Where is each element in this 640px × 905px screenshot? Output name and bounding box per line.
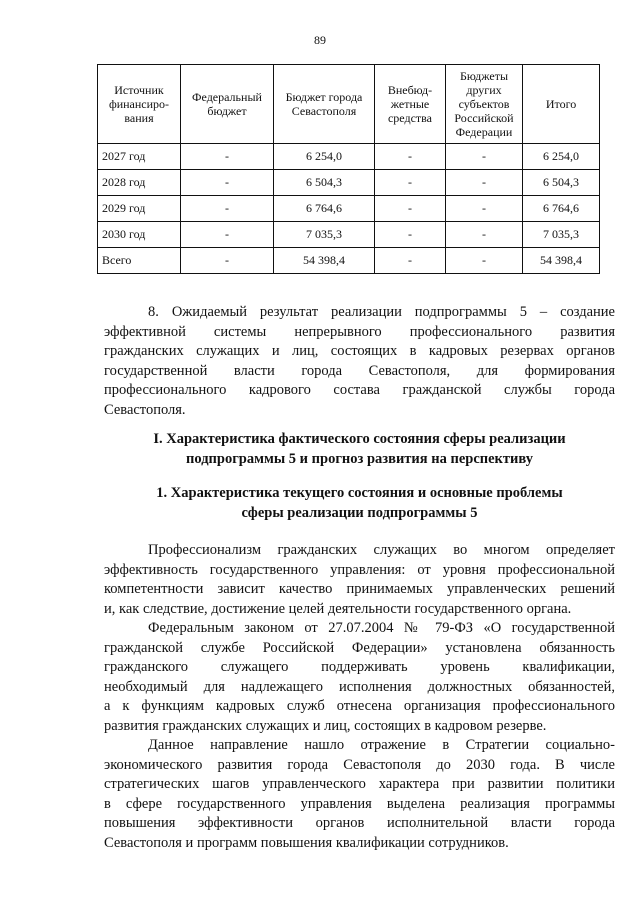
cell-city: 6 504,3 [274,170,375,196]
cell-year: 2029 год [98,196,181,222]
cell-total: 54 398,4 [523,248,600,274]
table-header-row [98,65,600,144]
text-line: Севастополя. [104,401,186,418]
cell-city: 7 035,3 [274,222,375,248]
cell-total: 6 764,6 [523,196,600,222]
cell-total: 6 254,0 [523,144,600,170]
cell-federal: - [181,248,274,274]
section-heading-1 [104,430,615,469]
text-line: Данное направление нашло отражение в Стратегии социально- [148,737,615,753]
cell-year: 2028 год [98,170,181,196]
text-line: в сфере государственного управления выделена реализация программы [104,795,615,812]
header-city-budget: Бюджет города Севастополя [274,65,375,144]
cell-federal: - [181,196,274,222]
cell-other-subjects: - [446,144,523,170]
heading-line: сферы реализации подпрограммы 5 [241,504,478,521]
cell-other-subjects: - [446,196,523,222]
cell-federal: - [181,222,274,248]
cell-off-budget: - [375,170,446,196]
text-line: и, как следствие, достижение целей деятельности государственного органа. [104,600,572,617]
cell-federal: - [181,144,274,170]
text-line: стратегических шагов управленческого характера при развитии политики [104,776,615,792]
text-line: гражданской службе Российской Федерации» установлена обязанность [104,639,615,656]
table-row-total [98,248,600,274]
text-line: гражданских служащих и лиц, состоящих в кадровых резервах органов [104,343,615,359]
heading-line: 1. Характеристика текущего состояния и основные проблемы [156,485,563,501]
text-line: Федеральным законом от 27.07.2004 № 79-ФЗ «О государственной [148,620,615,636]
page-number: 89 [314,33,326,47]
text-line: государственной власти города Севастополя, для формирования [104,362,615,379]
cell-other-subjects: - [446,170,523,196]
text-line: Профессионализм гражданских служащих во многом определяет [148,542,615,558]
table-row [98,144,600,170]
text-line: развития гражданских служащих и лиц, состоящих в кадровом резерве. [104,717,547,734]
text-line: эффективность государственного управления: от уровня профессиональной [104,561,615,578]
cell-city: 6 764,6 [274,196,375,222]
text-line: 8. Ожидаемый результат реализации подпрограммы 5 – создание [148,304,615,320]
cell-year: 2027 год [98,144,181,170]
text-line: профессионального кадрового состава гражданской службы города [104,382,615,398]
cell-city: 6 254,0 [274,144,375,170]
text-line: а к функциям кадровых служб отнесена организация профессионального [104,698,615,714]
cell-federal: - [181,170,274,196]
paragraph-8-expected-result [104,303,615,420]
table-row [98,170,600,196]
cell-year: 2030 год [98,222,181,248]
cell-other-subjects: - [446,222,523,248]
text-line: повышения эффективности органов исполнительной власти города [104,815,615,831]
header-total: Итого [523,65,600,144]
cell-other-subjects: - [446,248,523,274]
table-row [98,196,600,222]
body-paragraph-federal-law [104,619,615,736]
cell-off-budget: - [375,248,446,274]
cell-off-budget: - [375,222,446,248]
text-line: необходимый для надлежащего исполнения должностных обязанностей, [104,678,615,695]
text-line: эффективной системы непрерывного профессионального развития [104,323,615,340]
heading-line: подпрограммы 5 и прогноз развития на перспективу [186,450,533,467]
financing-table [97,64,600,274]
text-line: Севастополя и программ повышения квалификации сотрудников. [104,834,509,851]
text-line: экономического развития города Севастополя до 2030 года. В числе [104,756,615,773]
header-other-subjects: Бюджеты других субъектов Российской Федерации [446,65,523,144]
body-paragraph-professionalism [104,541,615,619]
cell-off-budget: - [375,144,446,170]
cell-year: Всего [98,248,181,274]
cell-city: 54 398,4 [274,248,375,274]
cell-total: 7 035,3 [523,222,600,248]
text-line: гражданского служащего поддерживать уровень квалификации, [104,659,615,675]
subsection-heading-1 [104,484,615,523]
table-row [98,222,600,248]
heading-line: I. Характеристика фактического состояния сферы реализации [153,431,566,447]
text-line: компетентности зависит качество принимаемых управленческих решений [104,581,615,597]
body-paragraph-strategy [104,736,615,853]
header-off-budget: Внебюд-жетные средства [375,65,446,144]
cell-off-budget: - [375,196,446,222]
header-source: Источник финансиро-вания [98,65,181,144]
cell-total: 6 504,3 [523,170,600,196]
header-federal-budget: Федеральный бюджет [181,65,274,144]
